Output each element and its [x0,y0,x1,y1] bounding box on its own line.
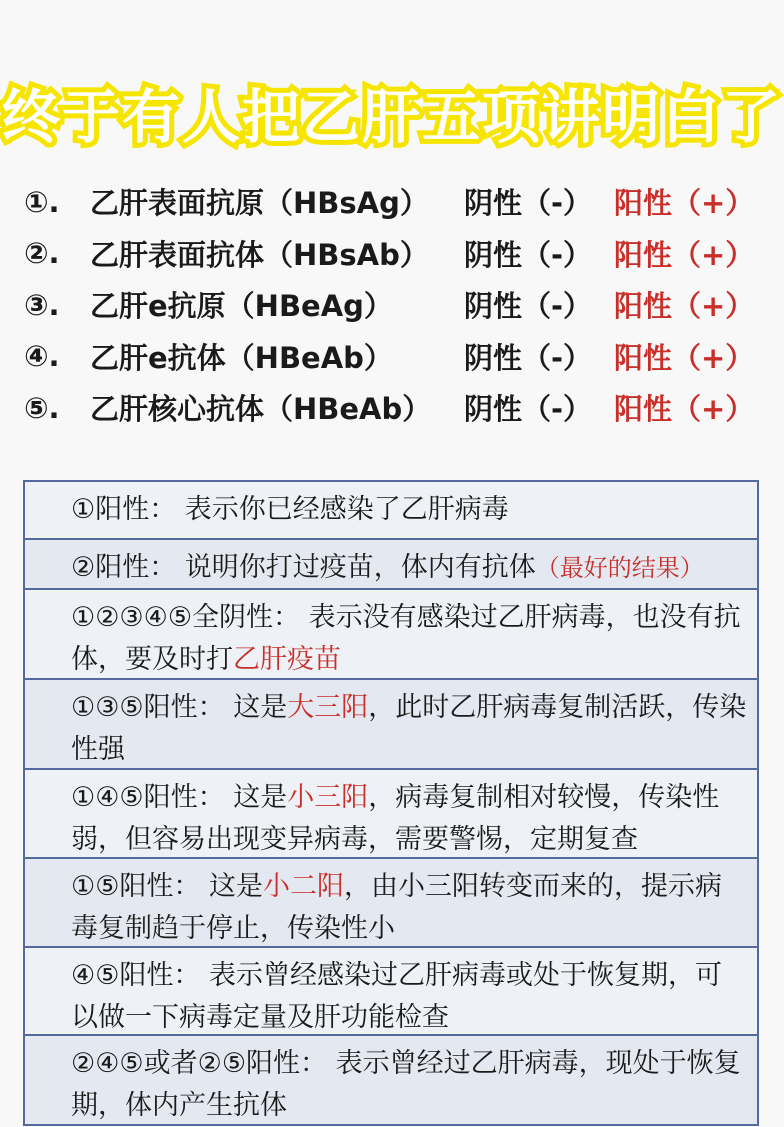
interpretation-text: ①阳性： 表示你已经感染了乙肝病毒 [71,494,509,525]
interpretation-row [25,1036,757,1124]
marker-negative: 阴性（-） [464,237,593,272]
interpretation-highlight: 小三阳 [287,782,369,813]
interpretation-highlight: 小二阳 [263,871,344,902]
marker-name: 乙肝表面抗原（HBsAg） [90,186,429,221]
marker-name: 乙肝核心抗体（HBeAb） [90,392,432,427]
marker-row [24,279,764,331]
interpretation-text: ①②③④⑤全阴性： 表示没有感染过乙肝病毒，也没有抗体，要及时打 [71,602,741,675]
interpretation-tail: ，病毒复制相对较慢，传染性弱，但容易出现变异病毒，需要警惕，定期复查 [71,782,720,855]
page-title: 终于有人把乙肝五项讲明白了 [1,83,782,151]
interpretation-row [25,948,757,1036]
marker-row [24,382,764,434]
marker-positive: 阳性（+） [614,237,755,272]
interpretation-table [23,480,759,1126]
interpretation-text: ④⑤阳性： 表示曾经感染过乙肝病毒或处于恢复期，可以做一下病毒定量及肝功能检查 [71,960,722,1033]
marker-number: ④. [24,339,60,374]
marker-row [24,176,764,228]
marker-negative: 阴性（-） [464,289,593,324]
interpretation-note: （最好的结果） [535,554,704,582]
marker-number: ③. [24,287,60,322]
interpretation-row [25,590,757,680]
interpretation-tail: ，由小三阳转变而来的，提示病毒复制趋于停止，传染性小 [71,871,722,944]
marker-negative: 阴性（-） [464,186,593,221]
interpretation-highlight: 大三阳 [287,692,369,723]
marker-row [24,228,764,280]
marker-positive: 阳性（+） [614,289,755,324]
marker-positive: 阳性（+） [614,392,755,427]
marker-list [24,176,764,434]
interpretation-highlight: 乙肝疫苗 [233,644,341,675]
interpretation-row [25,540,757,590]
marker-name: 乙肝e抗体（HBeAb） [90,340,393,375]
marker-name: 乙肝e抗原（HBeAg） [90,289,393,324]
interpretation-tail: ，此时乙肝病毒复制活跃，传染性强 [71,692,747,765]
interpretation-text: ①③⑤阳性： 这是 [71,692,288,723]
interpretation-text: ②④⑤或者②⑤阳性： 表示曾经过乙肝病毒，现处于恢复期，体内产生抗体 [71,1048,741,1121]
marker-positive: 阳性（+） [614,340,755,375]
interpretation-text: ①⑤阳性： 这是 [71,871,263,902]
marker-number: ②. [24,236,60,271]
marker-row [24,331,764,383]
interpretation-row [25,859,757,948]
marker-negative: 阴性（-） [464,392,593,427]
marker-number: ⑤. [24,390,60,425]
interpretation-row [25,482,757,540]
interpretation-row [25,770,757,859]
interpretation-text: ①④⑤阳性： 这是 [71,782,288,813]
marker-name: 乙肝表面抗体（HBsAb） [90,237,429,272]
marker-number: ①. [24,184,60,219]
marker-negative: 阴性（-） [464,340,593,375]
marker-positive: 阳性（+） [614,186,755,221]
interpretation-text: ②阳性： 说明你打过疫苗，体内有抗体 [71,552,536,583]
interpretation-row [25,680,757,770]
